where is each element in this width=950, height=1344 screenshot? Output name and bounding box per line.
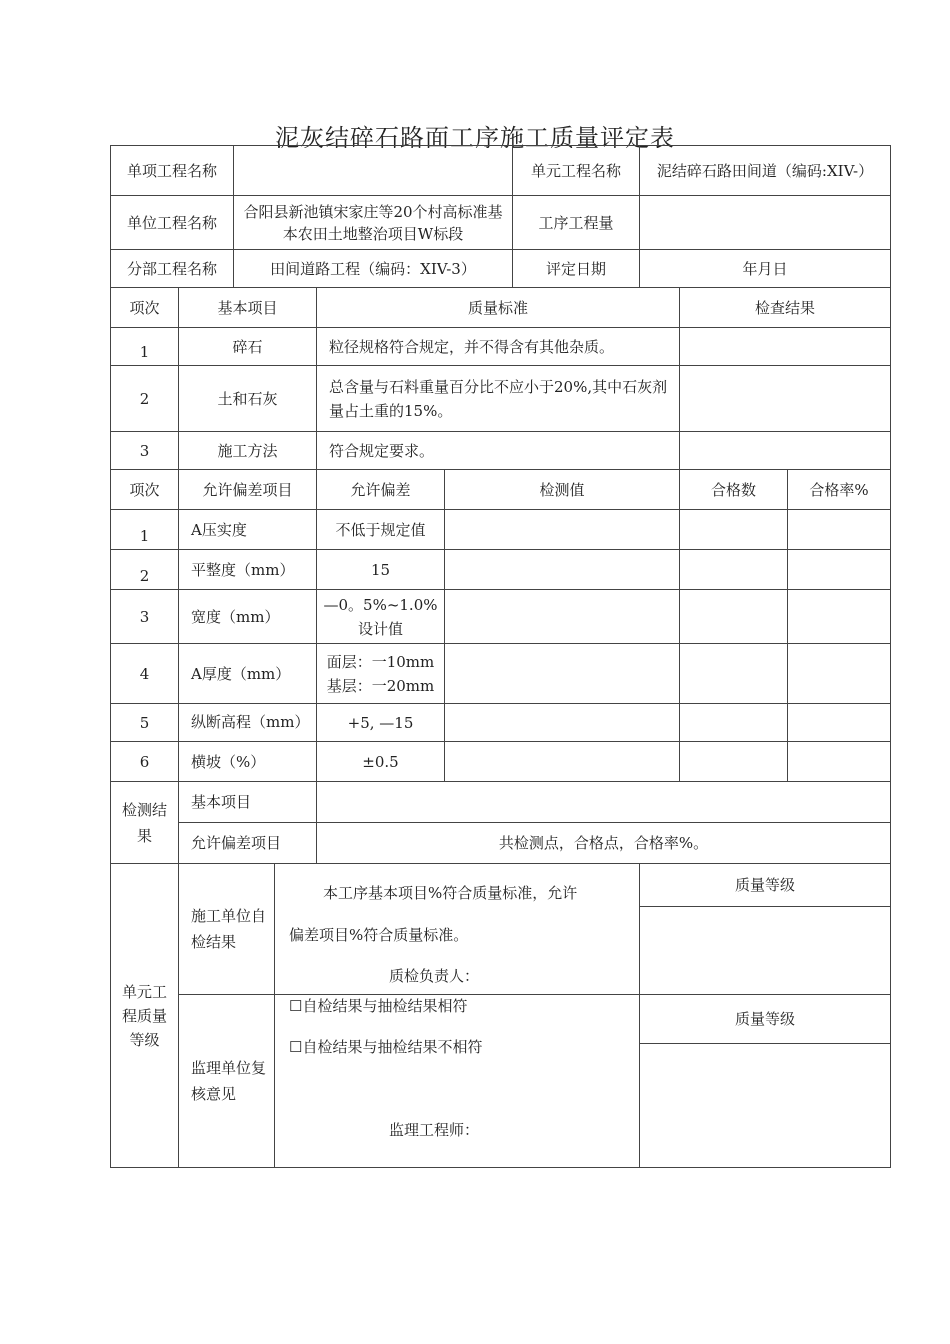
value-process-quantity	[640, 196, 891, 250]
tol-no: 6	[111, 742, 179, 782]
tol-measured	[445, 510, 680, 550]
tol-no: 5	[111, 704, 179, 742]
tol-item: A厚度（mm）	[179, 644, 317, 704]
col-tolerance-item: 允许偏差项目	[179, 470, 317, 510]
tolerance-row	[111, 550, 891, 590]
col-tolerance: 允许偏差	[317, 470, 445, 510]
self-check-content	[275, 864, 640, 995]
value-unit-project: 合阳县新池镇宋家庄等20个村高标准基本农田土地整治项目W标段	[234, 196, 513, 250]
tol-pass-count	[680, 742, 788, 782]
self-grade-label: 质量等级	[640, 864, 891, 907]
tol-base-layer: 基层：一20mm	[326, 676, 435, 695]
tol-value: +5, —15	[317, 704, 445, 742]
tol-pass-rate	[788, 550, 891, 590]
col-check-result: 检查结果	[680, 288, 891, 328]
basic-item: 碎石	[179, 328, 317, 366]
value-division: 田间道路工程（编码：XIV-3）	[234, 250, 513, 288]
self-grade-value	[640, 907, 891, 995]
tol-measured	[445, 550, 680, 590]
basic-item: 施工方法	[179, 432, 317, 470]
header-row-2	[111, 196, 891, 250]
detect-tol-label: 允许偏差项目	[179, 823, 317, 864]
grade-label: 单元工程质量等级	[111, 864, 179, 1168]
basic-result	[680, 366, 891, 432]
tol-pass-rate	[788, 704, 891, 742]
supervise-grade-value	[640, 1044, 891, 1168]
tolerance-row	[111, 510, 891, 550]
basic-row	[111, 366, 891, 432]
supervise-option-mismatch[interactable]: ☐自检结果与抽检结果不相符	[289, 1038, 483, 1056]
value-eval-date: 年月日	[640, 250, 891, 288]
col-pass-count: 合格数	[680, 470, 788, 510]
basic-result	[680, 432, 891, 470]
basic-no: 2	[111, 366, 179, 432]
tol-measured	[445, 704, 680, 742]
label-eval-date: 评定日期	[513, 250, 640, 288]
col-pass-rate: 合格率%	[788, 470, 891, 510]
self-check-line-1: 本工序基本项目%符合质量标准，允许	[323, 884, 578, 902]
tol-no: 3	[111, 590, 179, 644]
tol-item: 纵断高程（mm）	[179, 704, 317, 742]
tol-pass-count	[680, 510, 788, 550]
basic-item: 土和石灰	[179, 366, 317, 432]
value-project-item	[234, 146, 513, 196]
tol-item: 平整度（mm）	[179, 550, 317, 590]
header-row-3	[111, 250, 891, 288]
tol-pass-rate	[788, 590, 891, 644]
self-check-sign: 质检负责人：	[389, 967, 480, 985]
basic-row	[111, 432, 891, 470]
supervise-label: 监理单位复核意见	[179, 995, 275, 1168]
label-project-item: 单项工程名称	[111, 146, 234, 196]
detect-row-tolerance	[111, 823, 891, 864]
detect-tol-value: 共检测点，合格点，合格率%。	[317, 823, 891, 864]
basic-standard: 符合规定要求。	[317, 432, 680, 470]
tolerance-header-row	[111, 470, 891, 510]
tol-value: 不低于规定值	[317, 510, 445, 550]
header-row-1	[111, 146, 891, 196]
label-division: 分部工程名称	[111, 250, 234, 288]
basic-row	[111, 328, 891, 366]
supervise-option-match[interactable]: ☐自检结果与抽检结果相符	[289, 997, 468, 1015]
basic-standard: 粒径规格符合规定，并不得含有其他杂质。	[317, 328, 680, 366]
detect-label: 检测结果	[111, 782, 179, 864]
tolerance-row	[111, 704, 891, 742]
detect-basic-value	[317, 782, 891, 823]
tolerance-row	[111, 644, 891, 704]
evaluation-form	[110, 145, 891, 1168]
col-measured: 检测值	[445, 470, 680, 510]
tol-pass-count	[680, 590, 788, 644]
supervise-sign: 监理工程师：	[389, 1121, 480, 1139]
value-unit-work: 泥结碎石路田间道（编码:XIV-）	[640, 146, 891, 196]
tol-pass-count	[680, 644, 788, 704]
basic-no: 3	[111, 432, 179, 470]
tol-measured	[445, 644, 680, 704]
basic-header-row	[111, 288, 891, 328]
tol-item: 横坡（%）	[179, 742, 317, 782]
tol-pass-rate	[788, 510, 891, 550]
basic-no: 1	[111, 328, 179, 366]
tol-value: —0。5%~1.0%设计值	[317, 590, 445, 644]
self-check-label: 施工单位自检结果	[179, 864, 275, 995]
tol-measured	[445, 590, 680, 644]
basic-standard: 总含量与石料重量百分比不应小于20%,其中石灰剂量占土重的15%。	[317, 366, 680, 432]
basic-result	[680, 328, 891, 366]
tol-measured	[445, 742, 680, 782]
label-unit-work: 单元工程名称	[513, 146, 640, 196]
label-unit-project: 单位工程名称	[111, 196, 234, 250]
tol-value	[317, 644, 445, 704]
tol-pass-rate	[788, 742, 891, 782]
tol-pass-rate	[788, 644, 891, 704]
tol-item: 宽度（mm）	[179, 590, 317, 644]
page-title: 泥灰结碎石路面工序施工质量评定表	[275, 124, 675, 148]
tol-no: 4	[111, 644, 179, 704]
supervise-grade-label: 质量等级	[640, 995, 891, 1044]
supervise-row-1	[111, 995, 891, 1044]
tolerance-row	[111, 742, 891, 782]
tolerance-row	[111, 590, 891, 644]
label-process-quantity: 工序工程量	[513, 196, 640, 250]
tol-pass-count	[680, 704, 788, 742]
tol-surface-layer: 面层：一10mm	[326, 652, 435, 671]
tol-no: 1	[111, 510, 179, 550]
supervise-content	[275, 995, 640, 1168]
col-quality-standard: 质量标准	[317, 288, 680, 328]
tol-value: 15	[317, 550, 445, 590]
tol-no: 2	[111, 550, 179, 590]
tol-item: A压实度	[179, 510, 317, 550]
self-check-row-1	[111, 864, 891, 907]
col-basic-item: 基本项目	[179, 288, 317, 328]
tol-value: ±0.5	[317, 742, 445, 782]
detect-row-basic	[111, 782, 891, 823]
col-no: 项次	[111, 470, 179, 510]
tol-pass-count	[680, 550, 788, 590]
detect-basic-label: 基本项目	[179, 782, 317, 823]
self-check-line-2: 偏差项目%符合质量标准。	[289, 926, 469, 944]
col-no: 项次	[111, 288, 179, 328]
